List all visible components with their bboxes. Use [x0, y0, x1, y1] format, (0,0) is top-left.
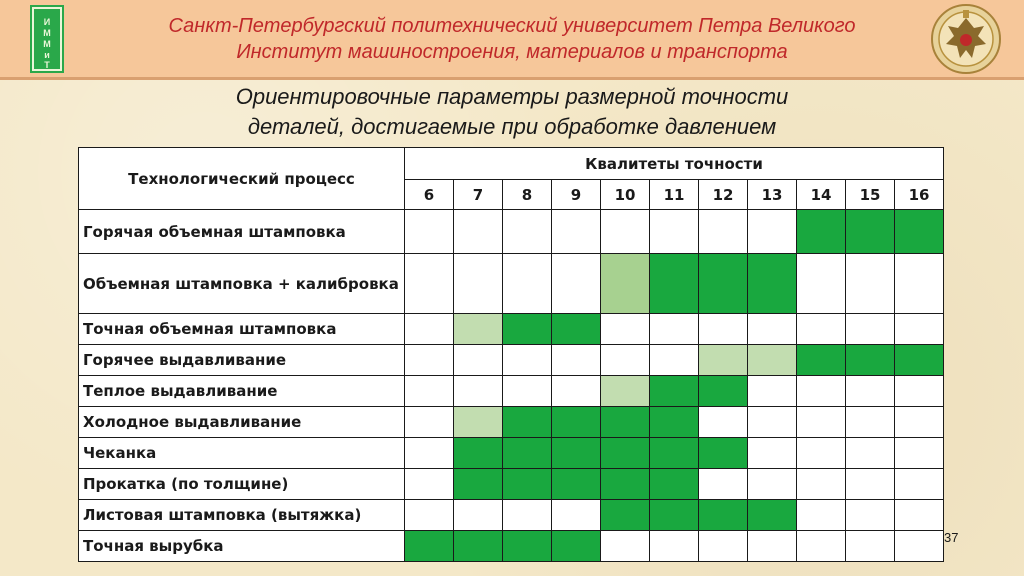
grade-cell-8	[503, 531, 552, 562]
grade-cell-14	[797, 314, 846, 345]
grade-cell-14	[797, 469, 846, 500]
slide-title-line1: Ориентировочные параметры размерной точности	[235, 84, 789, 109]
table-row	[79, 314, 944, 345]
grade-cell-14	[797, 438, 846, 469]
svg-text:М: М	[43, 28, 51, 38]
grade-cell-12	[699, 438, 748, 469]
grade-cell-12	[699, 376, 748, 407]
grade-cell-6	[405, 376, 454, 407]
grade-cell-12	[699, 407, 748, 438]
institute-logo-icon	[30, 5, 64, 73]
grade-cell-8	[503, 438, 552, 469]
svg-text:Т: Т	[44, 60, 50, 70]
grade-cell-11	[650, 254, 699, 314]
grade-cell-16	[895, 345, 944, 376]
grade-cell-10	[601, 376, 650, 407]
grade-cell-14	[797, 500, 846, 531]
grade-cell-14	[797, 254, 846, 314]
grade-cell-8	[503, 314, 552, 345]
grade-cell-12	[699, 469, 748, 500]
grade-cell-13	[748, 210, 797, 254]
process-name: Листовая штамповка (вытяжка)	[79, 500, 405, 531]
table-row	[79, 376, 944, 407]
process-name: Горячее выдавливание	[79, 345, 405, 376]
grade-cell-13	[748, 407, 797, 438]
grade-cell-6	[405, 314, 454, 345]
grade-cell-6	[405, 210, 454, 254]
process-name: Объемная штамповка + калибровка	[79, 254, 405, 314]
grade-cell-10	[601, 254, 650, 314]
university-title: Санкт-Петербургский политехнический университет Петра Великого	[168, 15, 856, 37]
grade-header-15: 15	[846, 180, 895, 210]
table-row	[79, 210, 944, 254]
grade-cell-16	[895, 500, 944, 531]
grade-cell-10	[601, 314, 650, 345]
grade-cell-12	[699, 345, 748, 376]
process-name: Точная объемная штамповка	[79, 314, 405, 345]
grade-cell-8	[503, 345, 552, 376]
process-name: Чеканка	[79, 438, 405, 469]
grade-cell-16	[895, 438, 944, 469]
grade-cell-12	[699, 254, 748, 314]
grade-cell-10	[601, 210, 650, 254]
grade-cell-8	[503, 254, 552, 314]
grade-cell-15	[846, 438, 895, 469]
grade-cell-16	[895, 254, 944, 314]
grade-cell-12	[699, 314, 748, 345]
grade-header-16: 16	[895, 180, 944, 210]
grade-cell-11	[650, 469, 699, 500]
grade-cell-15	[846, 314, 895, 345]
process-name: Теплое выдавливание	[79, 376, 405, 407]
grade-cell-15	[846, 376, 895, 407]
grade-cell-8	[503, 407, 552, 438]
table-body	[79, 210, 944, 562]
grade-cell-11	[650, 531, 699, 562]
grade-cell-7	[454, 469, 503, 500]
grade-cell-12	[699, 500, 748, 531]
grade-cell-9	[552, 376, 601, 407]
svg-text:М: М	[43, 39, 51, 49]
grade-cell-13	[748, 376, 797, 407]
grade-cell-6	[405, 345, 454, 376]
grade-header-8: 8	[503, 180, 552, 210]
grade-cell-15	[846, 210, 895, 254]
grade-cell-8	[503, 376, 552, 407]
university-emblem-icon	[930, 2, 1002, 76]
grade-cell-16	[895, 314, 944, 345]
grade-cell-6	[405, 438, 454, 469]
grade-cell-11	[650, 314, 699, 345]
table-row	[79, 500, 944, 531]
institute-title: Институт машиностроения, материалов и транспорта	[236, 41, 788, 63]
grade-cell-7	[454, 314, 503, 345]
grade-cell-9	[552, 438, 601, 469]
grade-cell-10	[601, 438, 650, 469]
grade-cell-7	[454, 210, 503, 254]
grade-cell-7	[454, 531, 503, 562]
grade-cell-15	[846, 345, 895, 376]
grade-cell-6	[405, 500, 454, 531]
grade-header-13: 13	[748, 180, 797, 210]
table-row	[79, 345, 944, 376]
grade-cell-14	[797, 210, 846, 254]
grade-cell-11	[650, 500, 699, 531]
grade-cell-6	[405, 254, 454, 314]
grade-cell-12	[699, 531, 748, 562]
grade-cell-13	[748, 469, 797, 500]
grade-cell-9	[552, 254, 601, 314]
grade-cell-6	[405, 531, 454, 562]
grade-cell-11	[650, 438, 699, 469]
grade-cell-13	[748, 345, 797, 376]
grade-cell-7	[454, 500, 503, 531]
grade-cell-12	[699, 210, 748, 254]
grade-cell-10	[601, 407, 650, 438]
grade-cell-10	[601, 500, 650, 531]
grade-cell-6	[405, 407, 454, 438]
grade-cell-15	[846, 531, 895, 562]
svg-text:И: И	[43, 17, 51, 27]
process-column-header: Технологический процесс	[79, 148, 405, 210]
grade-cell-9	[552, 314, 601, 345]
grade-cell-13	[748, 531, 797, 562]
grade-cell-15	[846, 254, 895, 314]
grade-header-10: 10	[601, 180, 650, 210]
grade-cell-13	[748, 438, 797, 469]
process-name: Прокатка (по толщине)	[79, 469, 405, 500]
table-row	[79, 469, 944, 500]
grade-cell-10	[601, 345, 650, 376]
svg-text:и: и	[44, 50, 50, 60]
grade-cell-7	[454, 407, 503, 438]
table-row	[79, 438, 944, 469]
table-row	[79, 254, 944, 314]
slide-title-line2: деталей, достигаемые при обработке давлением	[247, 114, 777, 139]
precision-table	[78, 147, 944, 562]
grade-cell-9	[552, 407, 601, 438]
table-row	[79, 531, 944, 562]
process-name: Горячая объемная штамповка	[79, 210, 405, 254]
grade-cell-7	[454, 438, 503, 469]
grade-cell-14	[797, 531, 846, 562]
grade-cell-16	[895, 376, 944, 407]
process-name: Холодное выдавливание	[79, 407, 405, 438]
grade-cell-14	[797, 345, 846, 376]
grade-header-14: 14	[797, 180, 846, 210]
grade-cell-15	[846, 500, 895, 531]
grade-cell-13	[748, 254, 797, 314]
header-bar	[0, 0, 1024, 80]
grade-cell-11	[650, 376, 699, 407]
grade-cell-10	[601, 531, 650, 562]
grade-cell-6	[405, 469, 454, 500]
grade-header-6: 6	[405, 180, 454, 210]
grade-cell-13	[748, 500, 797, 531]
grade-cell-10	[601, 469, 650, 500]
grade-cell-9	[552, 345, 601, 376]
grade-cell-16	[895, 407, 944, 438]
table-row	[79, 407, 944, 438]
grade-cell-7	[454, 254, 503, 314]
grade-cell-14	[797, 407, 846, 438]
grade-cell-7	[454, 345, 503, 376]
grade-cell-9	[552, 210, 601, 254]
page-number: 37	[944, 530, 959, 545]
grade-cell-16	[895, 531, 944, 562]
grade-header-7: 7	[454, 180, 503, 210]
grade-cell-9	[552, 531, 601, 562]
grade-cell-11	[650, 407, 699, 438]
process-name: Точная вырубка	[79, 531, 405, 562]
grade-header-11: 11	[650, 180, 699, 210]
grade-cell-15	[846, 407, 895, 438]
grade-cell-11	[650, 210, 699, 254]
grade-cell-9	[552, 469, 601, 500]
grade-cell-11	[650, 345, 699, 376]
grade-cell-7	[454, 376, 503, 407]
grade-cell-16	[895, 210, 944, 254]
grade-cell-8	[503, 500, 552, 531]
grade-cell-15	[846, 469, 895, 500]
grade-cell-8	[503, 210, 552, 254]
grade-cell-8	[503, 469, 552, 500]
grade-cell-13	[748, 314, 797, 345]
grade-cell-14	[797, 376, 846, 407]
grades-column-header: Квалитеты точности	[405, 148, 944, 180]
grade-header-12: 12	[699, 180, 748, 210]
grade-header-9: 9	[552, 180, 601, 210]
grade-cell-16	[895, 469, 944, 500]
grade-cell-9	[552, 500, 601, 531]
